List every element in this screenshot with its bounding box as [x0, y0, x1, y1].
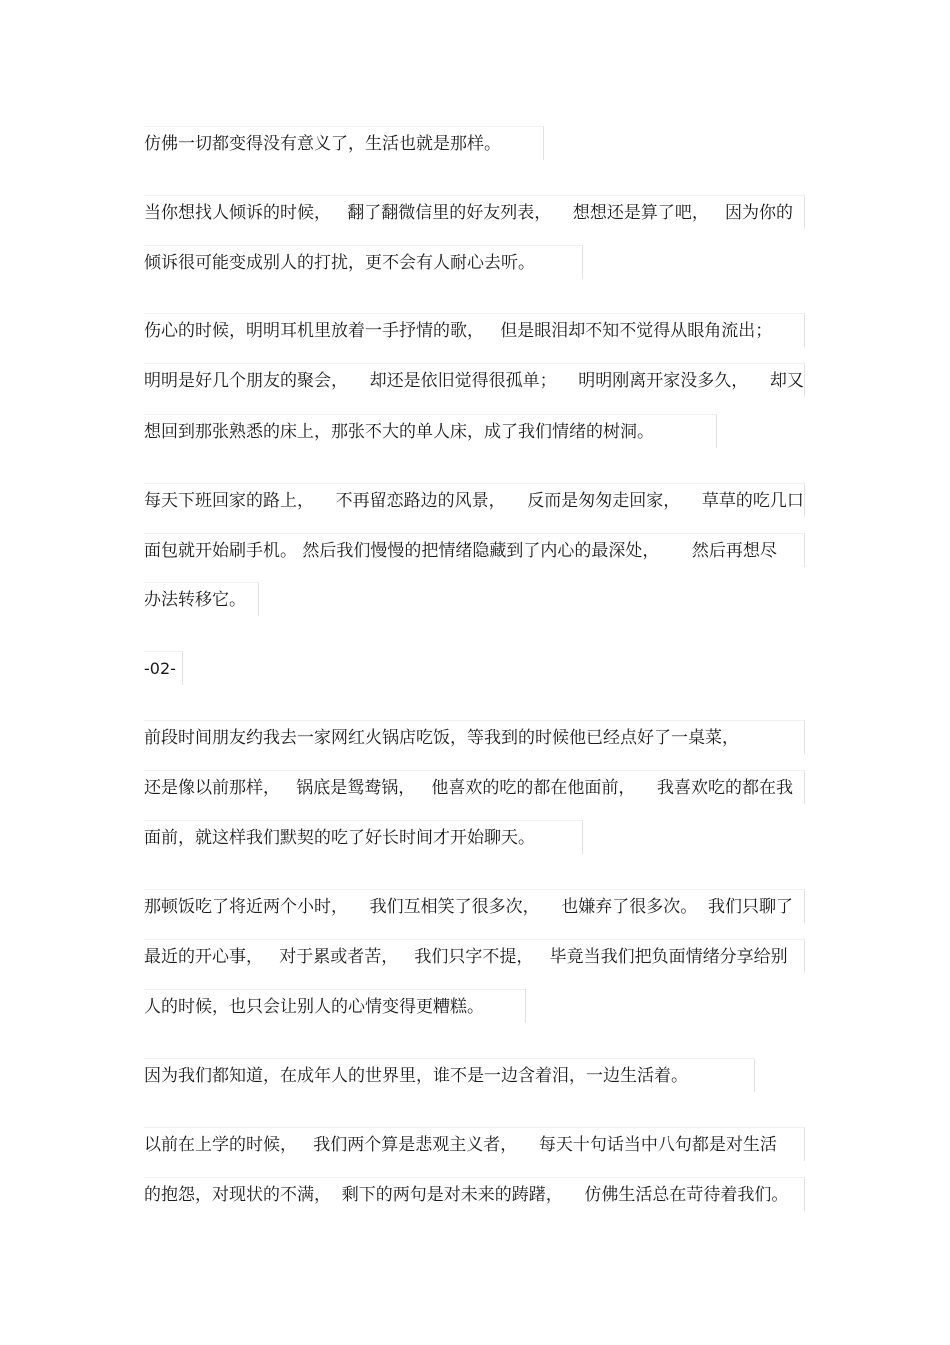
text-line: 那顿饭吃了将近两个小时， 我们互相笑了很多次， 也嫌弃了很多次。 我们只聊了	[144, 889, 805, 923]
text-line: 还是像以前那样， 锅底是鸳鸯锅， 他喜欢的吃的都在他面前， 我喜欢吃的都在我	[144, 770, 805, 804]
text-line: 当你想找人倾诉的时候， 翻了翻微信里的好友列表， 想想还是算了吧， 因为你的	[144, 195, 805, 229]
text-line: 的抱怨，对现状的不满， 剩下的两句是对未来的踌躇， 仿佛生活总在苛待着我们。	[144, 1177, 805, 1211]
text-line: 面前，就这样我们默契的吃了好长时间才开始聊天。	[144, 820, 583, 854]
text-line: 最近的开心事， 对于累或者苦， 我们只字不提， 毕竟当我们把负面情绪分享给别	[144, 939, 805, 973]
text-line: 明明是好几个朋友的聚会， 却还是依旧觉得很孤单； 明明刚离开家没多久， 却又	[144, 363, 805, 397]
text-line: 人的时候，也只会让别人的心情变得更糟糕。	[144, 989, 526, 1023]
text-line: 每天下班回家的路上， 不再留恋路边的风景， 反而是匆匆走回家， 草草的吃几口	[144, 483, 805, 517]
text-line: 因为我们都知道，在成年人的世界里，谁不是一边含着泪，一边生活着。	[144, 1058, 755, 1092]
text-line: 仿佛一切都变得没有意义了，生活也就是那样。	[144, 126, 544, 160]
text-line: 倾诉很可能变成别人的打扰，更不会有人耐心去听。	[144, 245, 583, 279]
text-line: 以前在上学的时候， 我们两个算是悲观主义者， 每天十句话当中八句都是对生活	[144, 1127, 805, 1161]
text-line: 前段时间朋友约我去一家网红火锅店吃饭，等我到的时候他已经点好了一桌菜，	[144, 720, 805, 754]
text-line: 想回到那张熟悉的床上，那张不大的单人床，成了我们情绪的树洞。	[144, 414, 717, 448]
section-heading: -02-	[144, 651, 183, 685]
text-line: 面包就开始刷手机。 然后我们慢慢的把情绪隐藏到了内心的最深处， 然后再想尽	[144, 533, 805, 567]
text-line: 伤心的时候，明明耳机里放着一手抒情的歌， 但是眼泪却不知不觉得从眼角流出；	[144, 313, 805, 347]
text-line: 办法转移它。	[144, 582, 259, 616]
